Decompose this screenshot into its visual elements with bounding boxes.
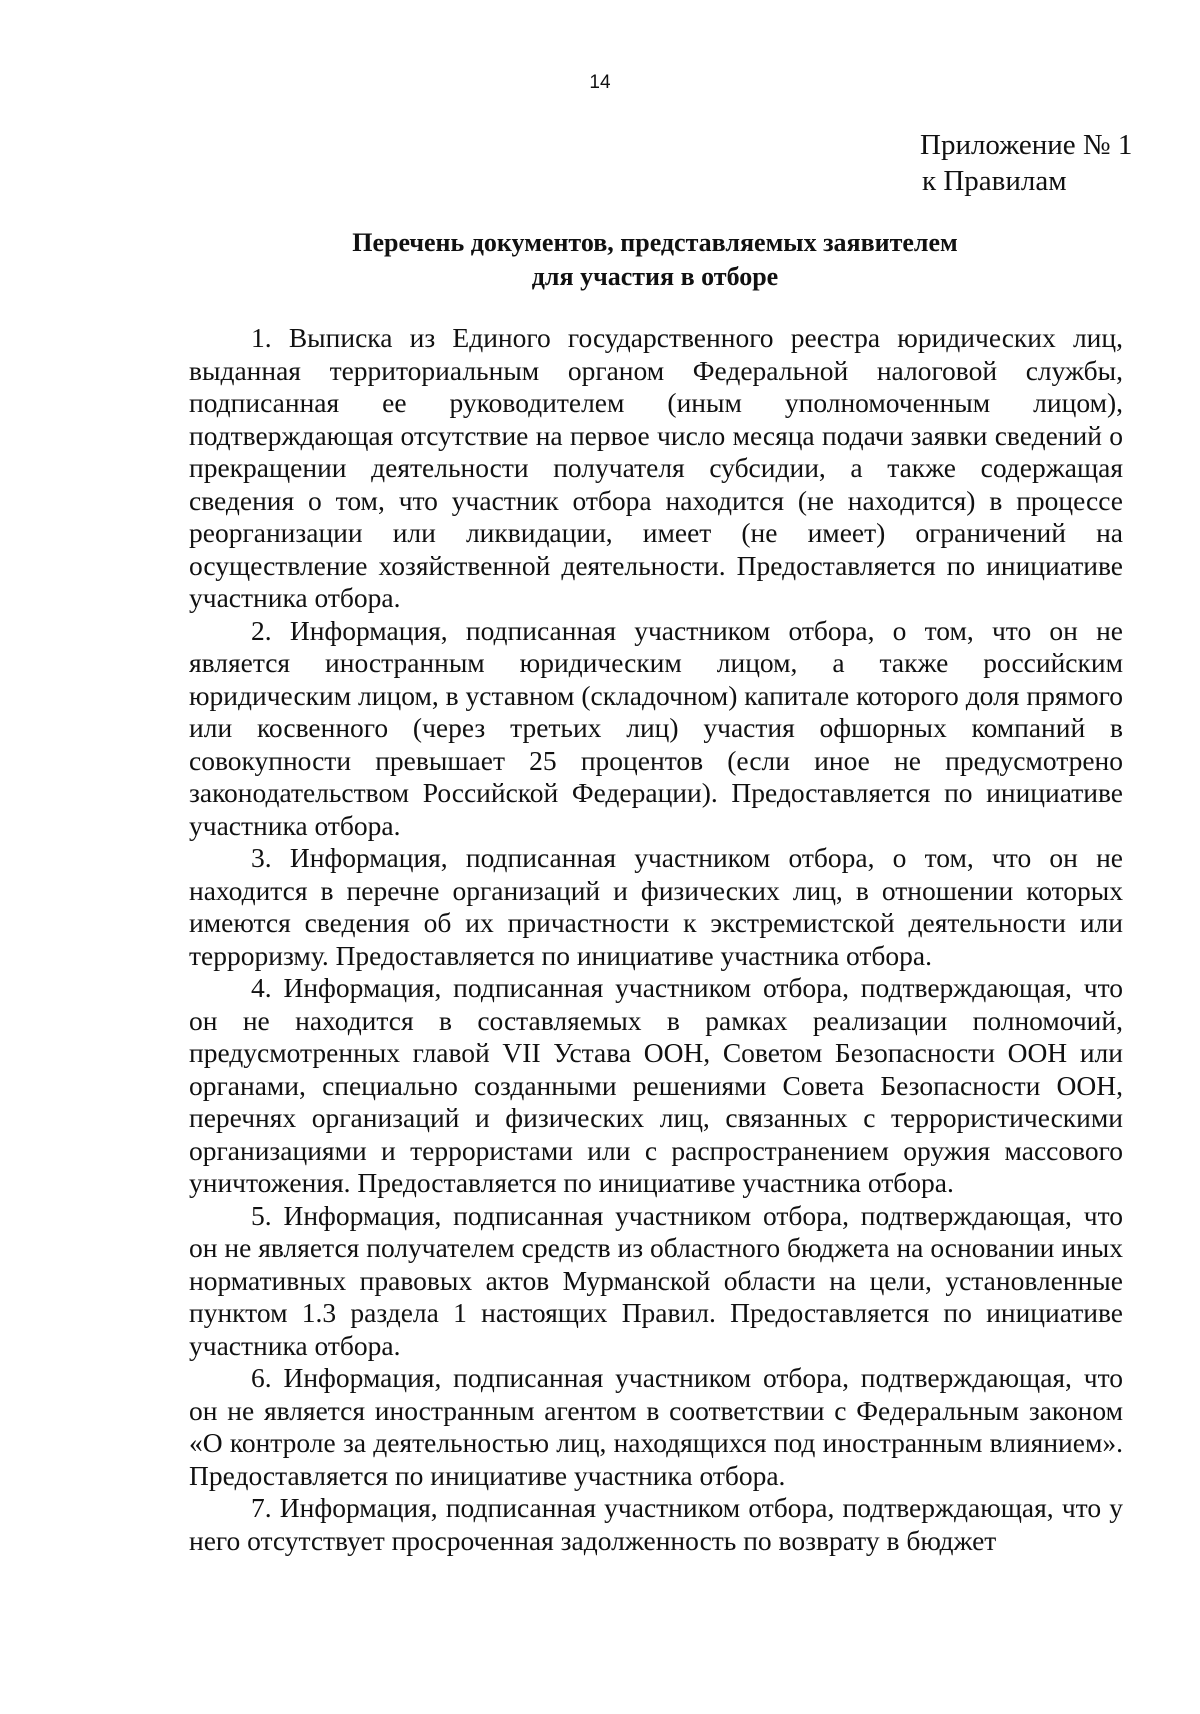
paragraph-1: 1. Выписка из Единого государственного реестра юридических лиц, выданная территориальным органом Федеральной налоговой службы, подписанная ее руководителем (иным уполномоченным лицом), подтверждающая отсутствие на первое число месяца подачи заявки сведений о прекращении деятельности получателя субсидии, а также содержащая сведения о том, что участник отбора находится (не находится) в процессе реорганизации или ликвидации, имеет (не имеет) ограничений на осуществление хозяйственной деятельности. Предоставляется по инициативе участника отбора. bbox=[189, 322, 1123, 613]
document-title-line-2: для участия в отборе bbox=[531, 262, 779, 291]
annex-reference bbox=[920, 127, 1132, 199]
page-number: 14 bbox=[589, 72, 611, 93]
annex-rules-ref: к Правилам bbox=[922, 165, 1067, 197]
paragraph-5: 5. Информация, подписанная участником отбора, подтверждающая, что он не является получателем средств из областного бюджета на основании иных нормативных правовых актов Мурманской области на цели, установленные пунктом 1.3 раздела 1 настоящих Правил. Предоставляется по инициативе участника отбора. bbox=[189, 1199, 1123, 1361]
paragraph-4: 4. Информация, подписанная участником отбора, подтверждающая, что он не находится в составляемых в рамках реализации полномочий, предусмотренных главой VII Устава ООН, Советом Безопасности ООН или органами, специально созданными решениями Совета Безопасности ООН, перечнях организаций и физических лиц, связанных с террористическими организациями и террористами или с распространением оружия массового уничтожения. Предоставляется по инициативе участника отбора. bbox=[189, 972, 1123, 1198]
paragraph-2: 2. Информация, подписанная участником отбора, о том, что он не является иностранным юридическим лицом, а также российским юридическим лицом, в уставном (складочном) капитале которого доля прямого или косвенного (через третьих лиц) участия офшорных компаний в совокупности превышает 25 процентов (если иное не предусмотрено законодательством Российской Федерации). Предоставляется по инициативе участника отбора. bbox=[189, 614, 1123, 841]
document-body bbox=[189, 322, 1123, 1557]
document-title-line-1: Перечень документов, представляемых заявителем bbox=[352, 228, 958, 257]
paragraph-3: 3. Информация, подписанная участником отбора, о том, что он не находится в перечне организаций и физических лиц, в отношении которых имеются сведения об их причастности к экстремистской деятельности или терроризму. Предоставляется по инициативе участника отбора. bbox=[189, 842, 1123, 971]
paragraph-7: 7. Информация, подписанная участником отбора, подтверждающая, что у него отсутствует просроченная задолженность по возврату в бюджет bbox=[189, 1492, 1123, 1556]
document-title bbox=[0, 226, 1200, 294]
annex-number: Приложение № 1 bbox=[920, 129, 1133, 161]
paragraph-6: 6. Информация, подписанная участником отбора, подтверждающая, что он не является иностранным агентом в соответствии с Федеральным законом «О контроле за деятельностью лиц, находящихся под иностранным влиянием». Предоставляется по инициативе участника отбора. bbox=[189, 1362, 1123, 1491]
